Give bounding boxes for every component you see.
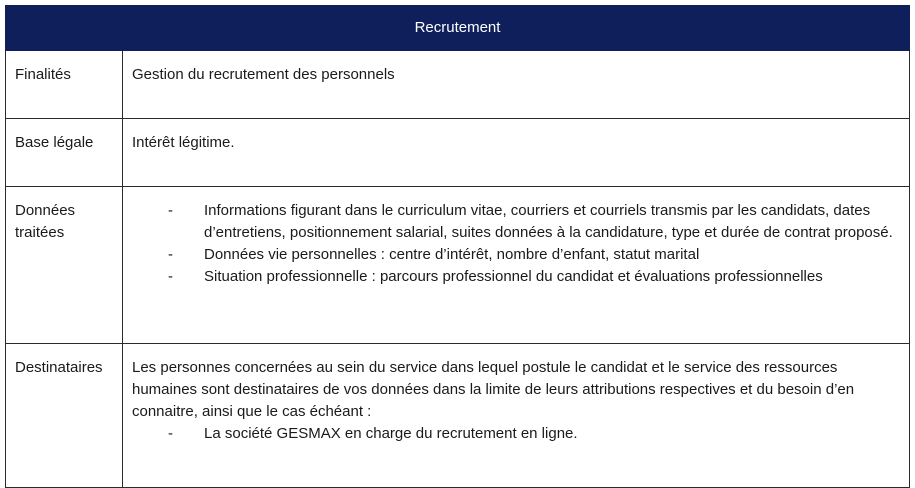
destinataires-intro: Les personnes concernées au sein du service dans lequel postule le candidat et le service des ressources humaines sont destinataires de vos données dans la limite de leurs attributions respectives et du besoin d’en connaitre, ainsi que le cas échéant : [132, 359, 855, 420]
row-value-donnees [123, 187, 910, 344]
row-value-destinataires [123, 344, 910, 488]
row-label-finalites: Finalités [6, 51, 123, 119]
donnees-list [132, 200, 901, 288]
dash-bullet: - [168, 425, 173, 442]
dash-bullet: - [168, 202, 173, 219]
row-label-donnees: Données traitées [6, 187, 123, 344]
table-row-destinataires [6, 344, 910, 488]
list-item-text: Informations figurant dans le curriculum vitae, courriers et courriels transmis par les candidats, dates d’entretiens, positionnement salarial, suites données à la candidature, type et durée de contrat proposé. [204, 202, 893, 241]
list-item-text: Situation professionnelle : parcours professionnel du candidat et évaluations professionnelles [204, 268, 823, 285]
table-row-base-legale [6, 119, 910, 187]
row-label-destinataires: Destinataires [6, 344, 123, 488]
recruitment-table [5, 5, 910, 488]
recruitment-table-container [5, 5, 910, 488]
table-title: Recrutement [6, 6, 910, 51]
row-value-base-legale: Intérêt légitime. [123, 119, 910, 187]
list-item [132, 423, 901, 445]
list-item [132, 266, 901, 288]
table-row-finalites [6, 51, 910, 119]
list-item [132, 244, 901, 266]
list-item-text: Données vie personnelles : centre d’intérêt, nombre d’enfant, statut marital [204, 246, 700, 263]
list-item-text: La société GESMAX en charge du recrutement en ligne. [204, 425, 578, 442]
list-item [132, 200, 901, 244]
destinataires-list [132, 423, 901, 445]
table-header-row [6, 6, 910, 51]
table-row-donnees [6, 187, 910, 344]
row-label-base-legale: Base légale [6, 119, 123, 187]
dash-bullet: - [168, 246, 173, 263]
dash-bullet: - [168, 268, 173, 285]
row-value-finalites: Gestion du recrutement des personnels [123, 51, 910, 119]
